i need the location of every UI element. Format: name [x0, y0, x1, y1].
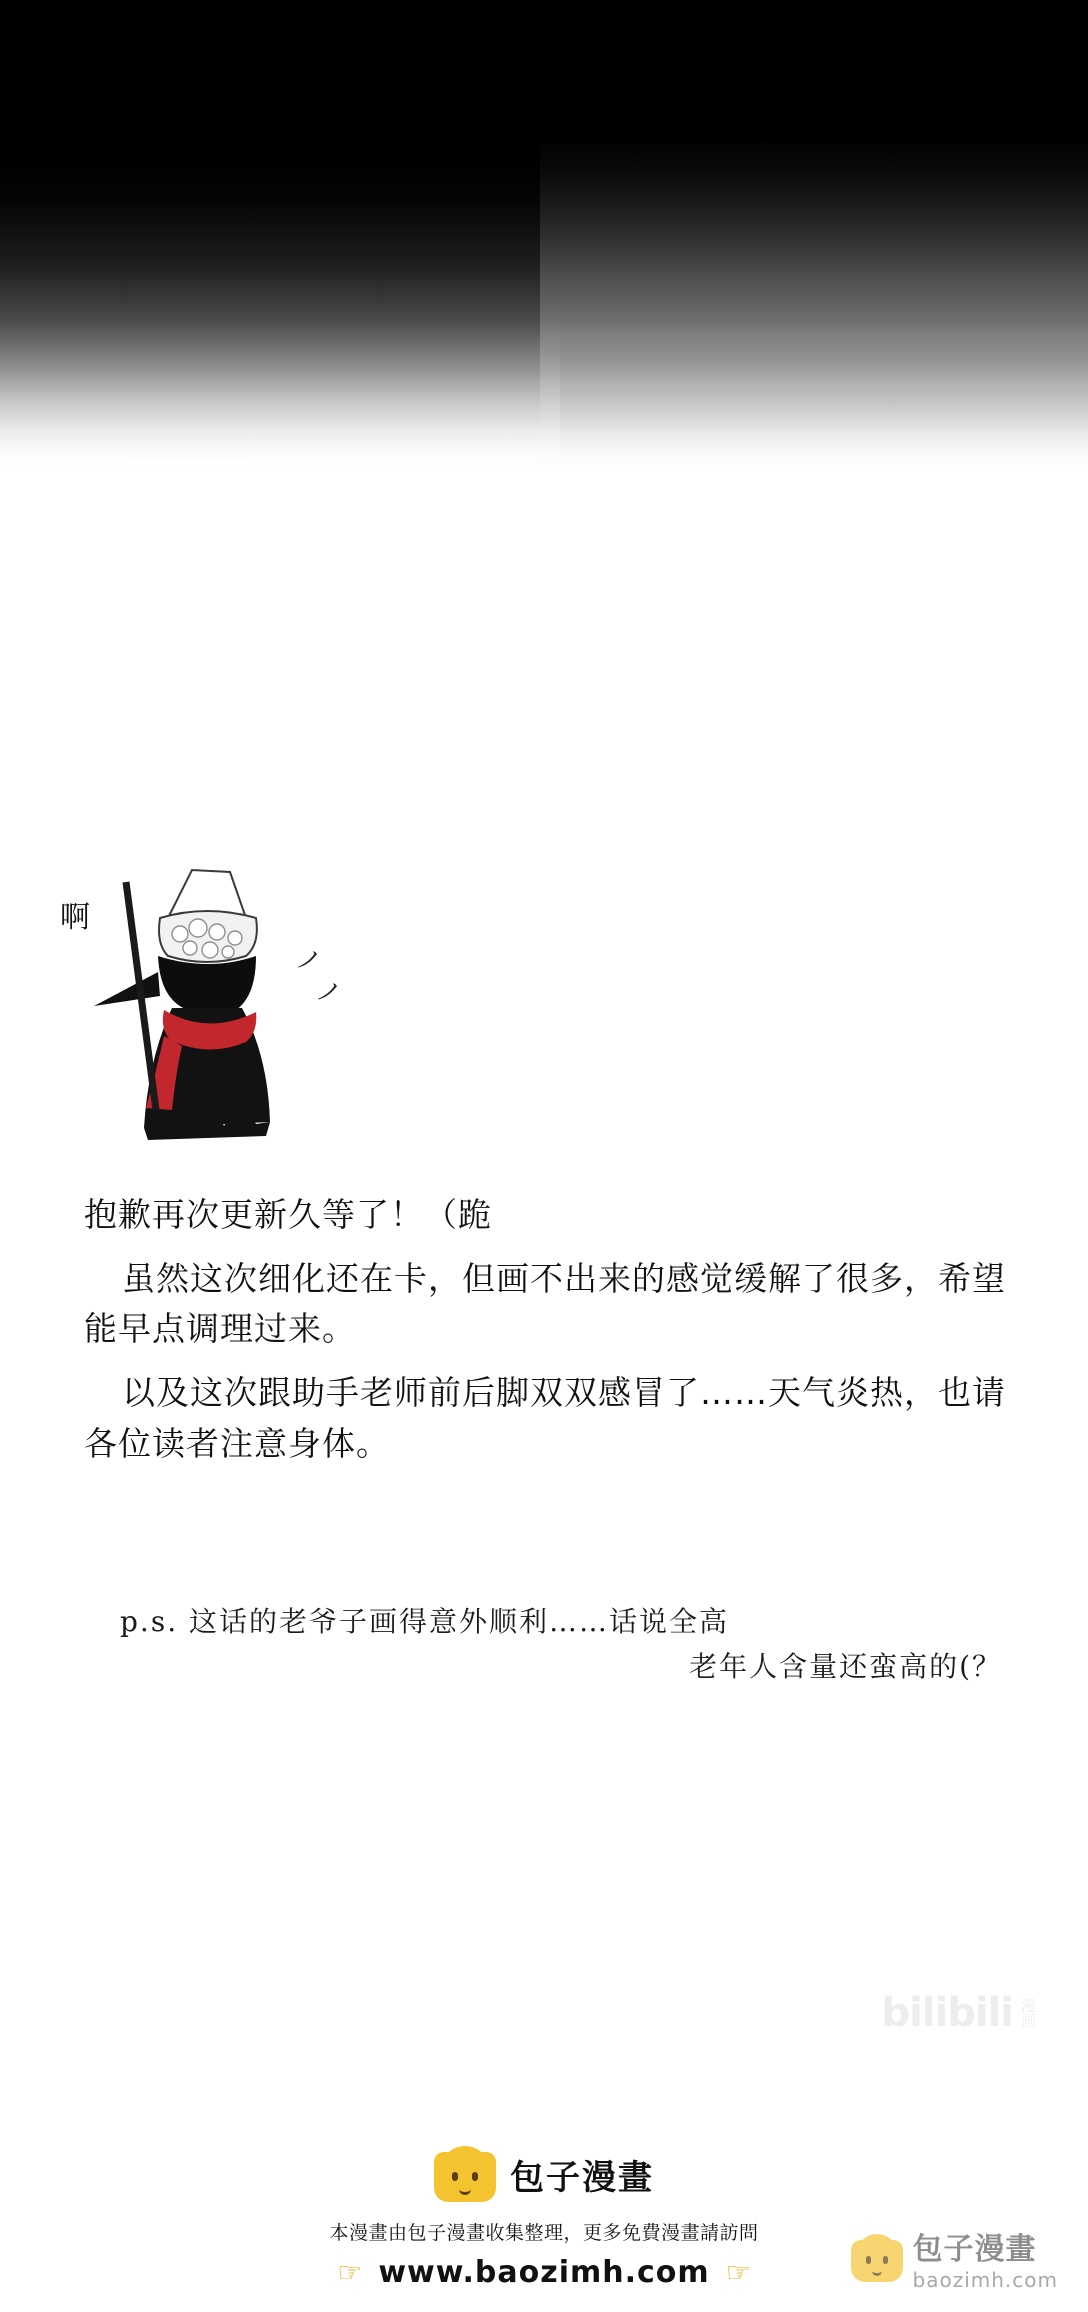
- footer-note: 本漫畫由包子漫畫收集整理，更多免費漫畫請訪問: [329, 2222, 759, 2244]
- baozi-bun-watermark-icon: [851, 2234, 903, 2282]
- bun-eye-right-wm: [883, 2256, 888, 2264]
- afterword-line-3: 以及这次跟助手老师前后脚双双感冒了……天气炎热，也请各位读者注意身体。: [84, 1373, 1006, 1463]
- ps-line-2: 老年人含量还蛮高的(？: [689, 1649, 1002, 1683]
- bilibili-cn-line1: 漫: [1020, 1996, 1036, 2015]
- bun-mouth-wm: [872, 2267, 882, 2276]
- footer-brand: [0, 2146, 1088, 2202]
- bilibili-cn-label: [1020, 1996, 1036, 2037]
- footer-url-link[interactable]: www.baozimh.com: [378, 2255, 710, 2290]
- baozi-watermark-domain: baozimh.com: [912, 2268, 1058, 2292]
- ps-line-1: p.s. 这话的老爷子画得意外顺利……话说全高: [120, 1605, 729, 1638]
- panel-gradient-right: [540, 0, 1088, 620]
- bilibili-watermark: [881, 1990, 1036, 2036]
- bun-eye-left: [452, 2172, 458, 2181]
- author-illustration: [60, 860, 360, 1150]
- baozi-watermark-texts: [913, 2224, 1058, 2292]
- afterword-line-2: 虽然这次细化还在卡，但画不出来的感觉缓解了很多，希望能早点调理过来。: [84, 1259, 1006, 1349]
- bilibili-cn-line2: 画: [1020, 2012, 1036, 2031]
- sweat-drop-icon-1: ノ: [292, 943, 325, 978]
- bilibili-wordmark: bilibili: [881, 1990, 1013, 2036]
- bun-dome-wm: [856, 2234, 898, 2259]
- panel-gradient-left: [0, 300, 560, 630]
- afterword-text-block: [84, 1190, 1014, 1483]
- comic-panel-dark: [0, 0, 1088, 620]
- bun-dome: [440, 2146, 490, 2176]
- sfx-text: 啊: [60, 900, 91, 935]
- baozi-watermark-title: 包子漫畫: [912, 2232, 1037, 2267]
- pointing-hand-icon-left: ☞: [337, 2256, 363, 2289]
- sweat-drop-icon-2: ノ: [312, 975, 345, 1010]
- footer-brand-name: 包子漫畫: [510, 2157, 654, 2198]
- pointing-hand-icon-right: ☞: [725, 2256, 751, 2289]
- baozi-watermark: [851, 2224, 1058, 2292]
- baozi-bun-logo-icon: [434, 2146, 496, 2202]
- bun-eye-left-wm: [866, 2256, 871, 2264]
- afterword-ps-block: [120, 1600, 1020, 1690]
- bun-eye-right: [472, 2172, 478, 2181]
- afterword-line-1: 抱歉再次更新久等了！（跪: [84, 1195, 492, 1234]
